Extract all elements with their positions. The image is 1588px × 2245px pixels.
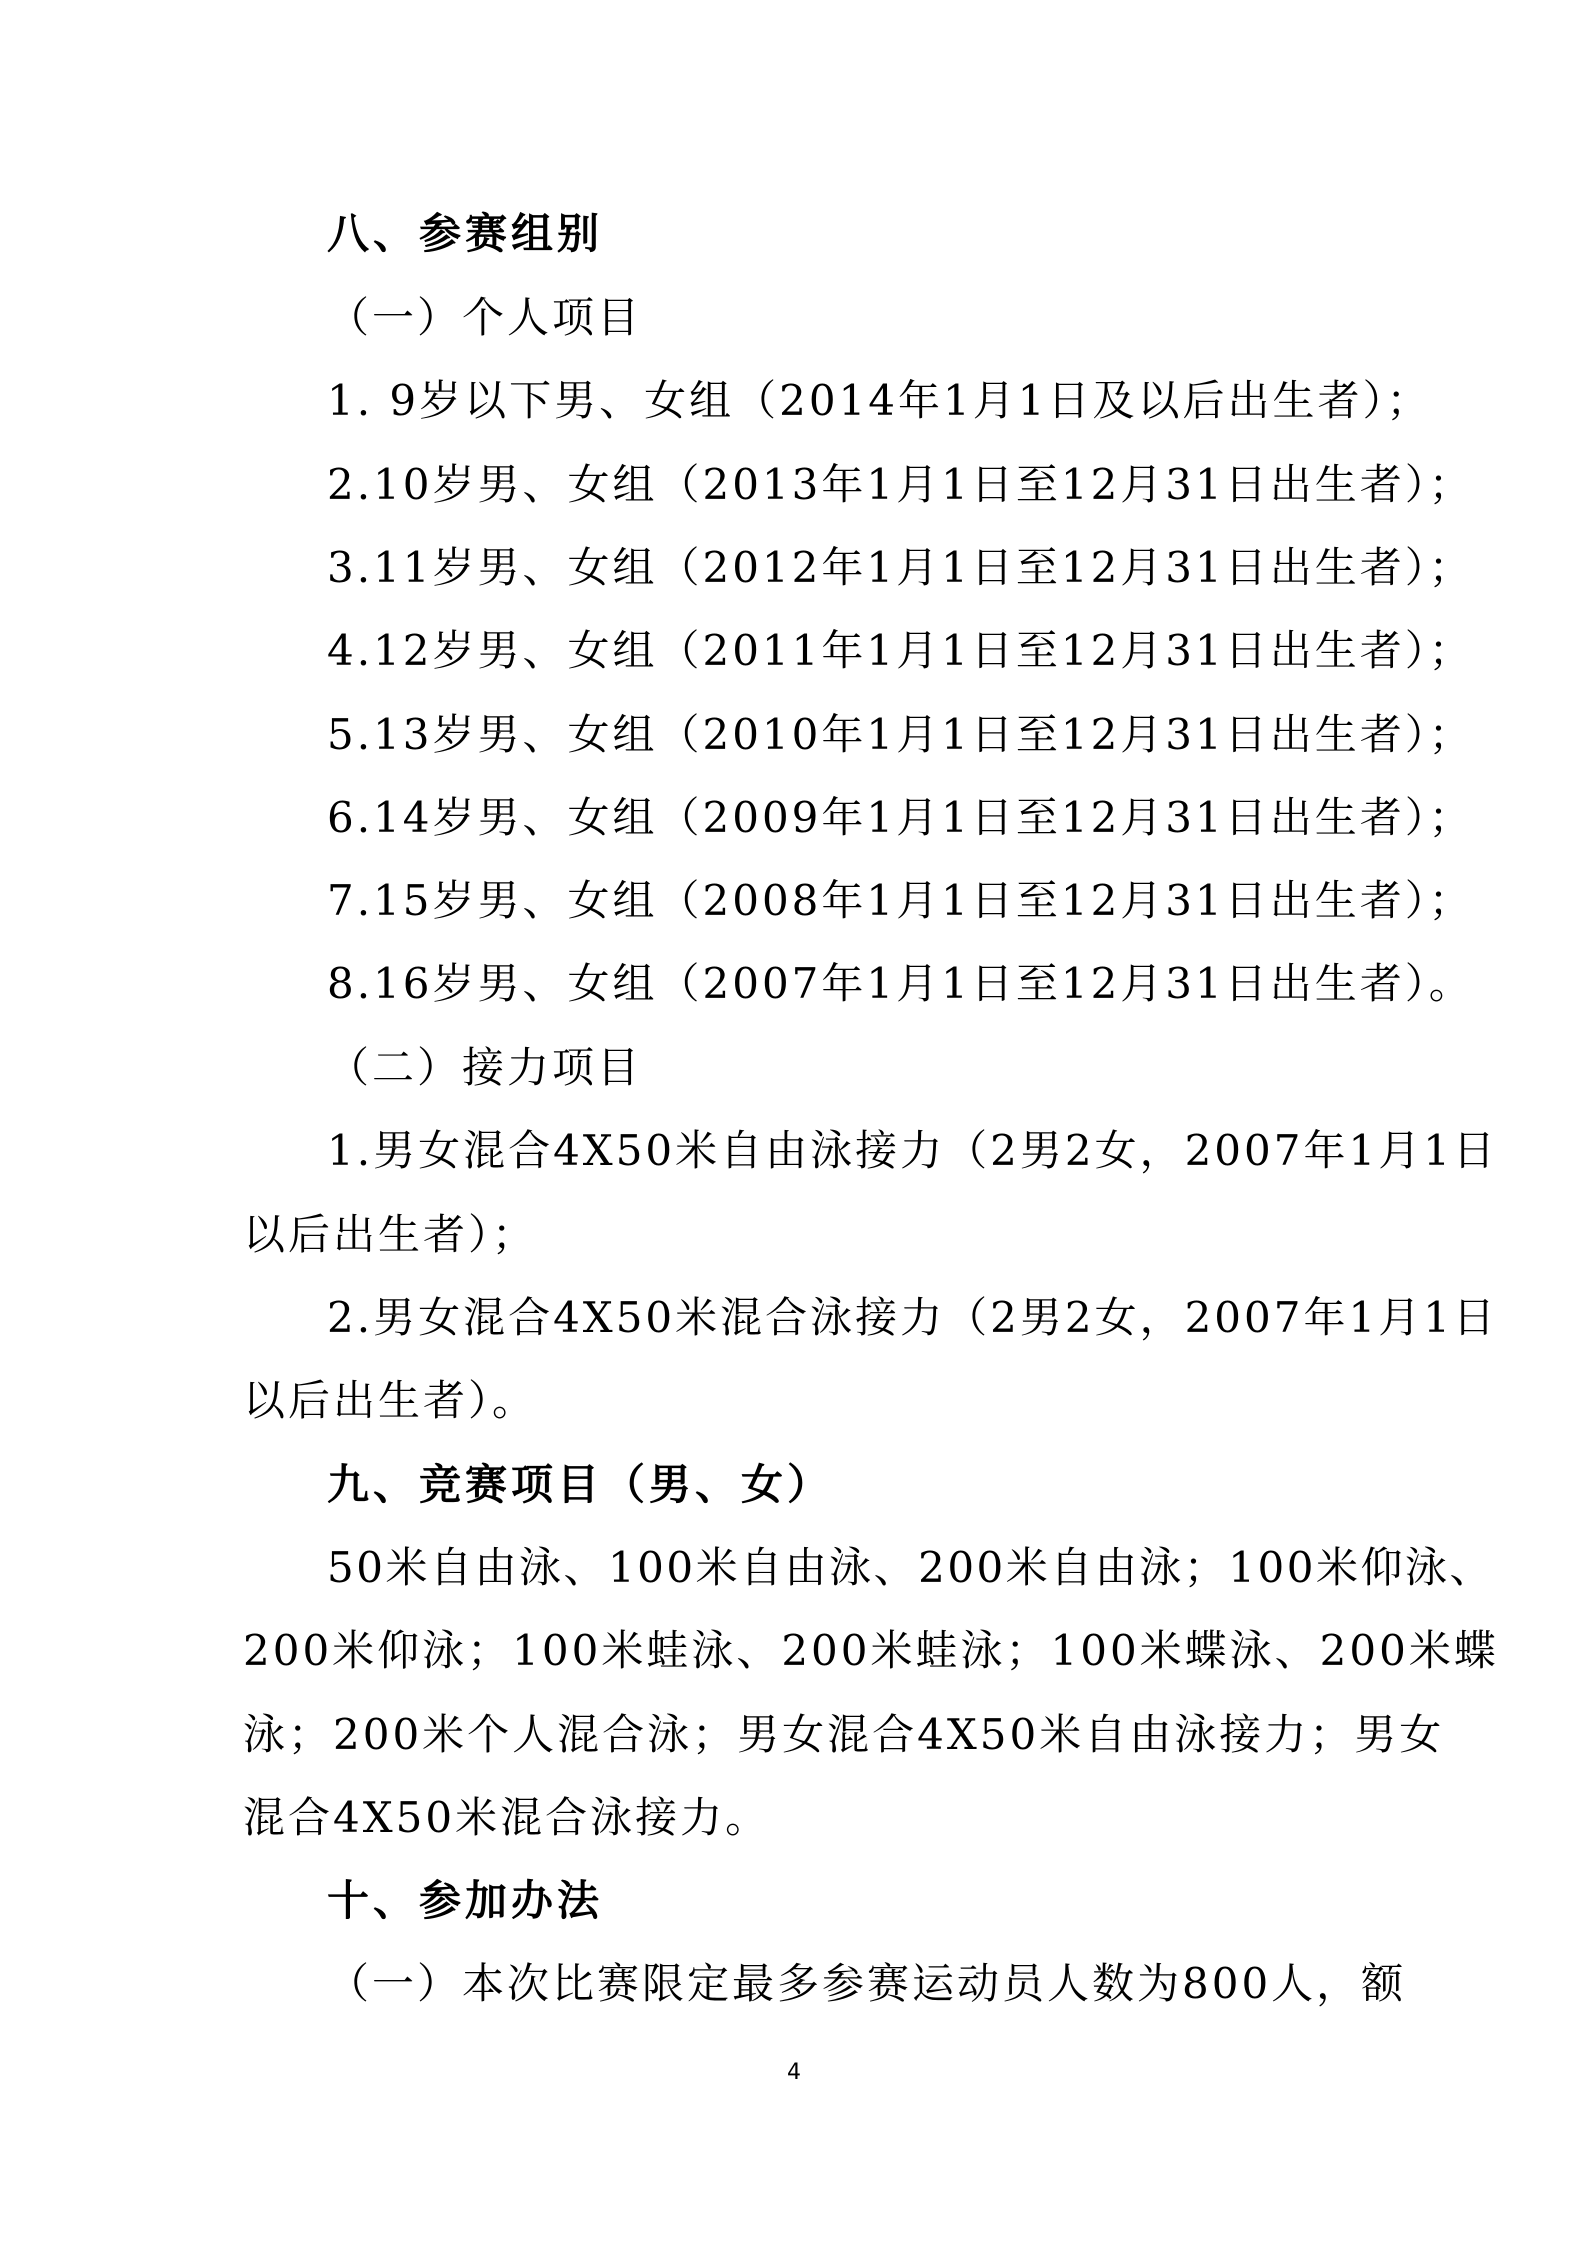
relay-line-1-continued: 以后出生者）； [243, 1210, 538, 1259]
relay-line-2: 2.男女混合4X50米混合泳接力（2男2女，2007年1月1日 [327, 1293, 1498, 1342]
group-line-5: 5.13岁男、女组（2010年1月1日至12月31日出生者）； [327, 710, 1474, 759]
group-line-4: 4.12岁男、女组（2011年1月1日至12月31日出生者）； [327, 626, 1474, 675]
events-paragraph-line-1: 50米自由泳、100米自由泳、200米自由泳；100米仰泳、 [327, 1543, 1494, 1592]
group-line-7: 7.15岁男、女组（2008年1月1日至12月31日出生者）； [327, 876, 1474, 925]
events-paragraph-line-2: 200米仰泳；100米蛙泳、200米蛙泳；100米蝶泳、200米蝶 [243, 1626, 1499, 1675]
group-line-6: 6.14岁男、女组（2009年1月1日至12月31日出生者）； [327, 793, 1474, 842]
subsection-heading-individual: （一）个人项目 [327, 293, 643, 342]
section-heading-9: 九、竞赛项目（男、女） [327, 1460, 834, 1509]
events-paragraph-line-3: 泳；200米个人混合泳；男女混合4X50米自由泳接力；男女 [243, 1710, 1445, 1759]
section-heading-10: 十、参加办法 [327, 1876, 604, 1925]
events-paragraph-line-4: 混合4X50米混合泳接力。 [243, 1793, 771, 1842]
participation-paragraph-line-1: （一）本次比赛限定最多参赛运动员人数为800人，额 [327, 1959, 1407, 2008]
relay-line-1: 1.男女混合4X50米自由泳接力（2男2女，2007年1月1日 [327, 1126, 1498, 1175]
page-number: 4 [787, 2060, 801, 2085]
relay-line-2-continued: 以后出生者）。 [243, 1376, 538, 1425]
subsection-heading-relay: （二）接力项目 [327, 1043, 643, 1092]
group-line-8: 8.16岁男、女组（2007年1月1日至12月31日出生者）。 [327, 959, 1474, 1008]
group-line-1: 1. 9岁以下男、女组（2014年1月1日及以后出生者）； [327, 376, 1432, 425]
group-line-2: 2.10岁男、女组（2013年1月1日至12月31日出生者）； [327, 460, 1474, 509]
group-line-3: 3.11岁男、女组（2012年1月1日至12月31日出生者）； [327, 543, 1474, 592]
section-heading-8: 八、参赛组别 [327, 209, 604, 258]
